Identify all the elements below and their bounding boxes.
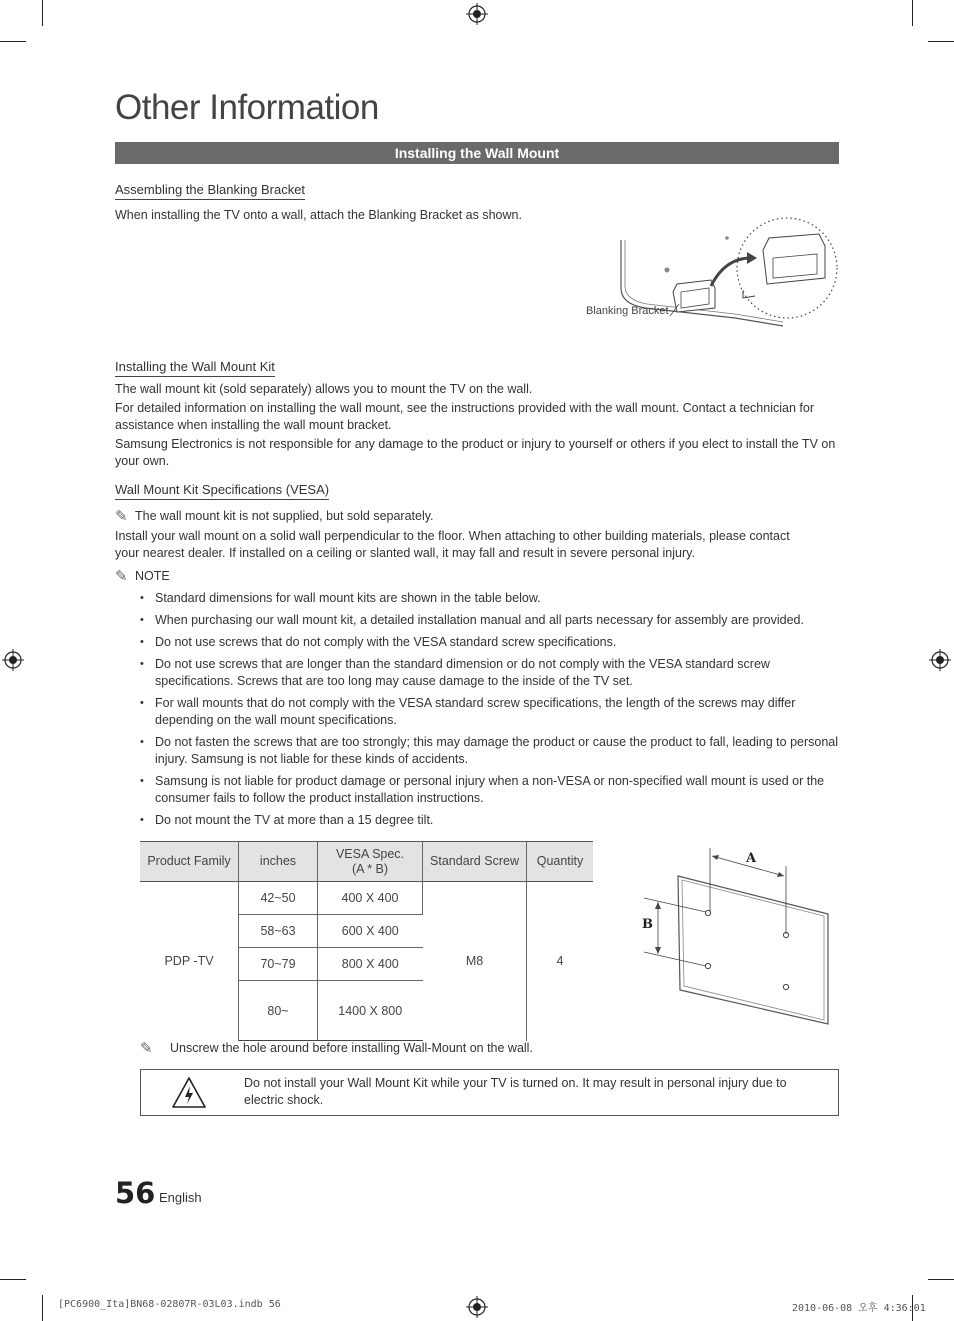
warning-box	[140, 1069, 839, 1116]
diagram-label-a: A	[746, 851, 757, 866]
unscrew-note-text: Unscrew the hole around before installing Wall-Mount on the wall.	[170, 1041, 533, 1055]
cell-vesa: 400 X 400	[318, 882, 423, 915]
electric-shock-warning-icon	[171, 1076, 207, 1110]
header-vesa-spec	[318, 842, 423, 882]
footer-timestamp: 2010-06-08 오후 4:36:01	[792, 1303, 926, 1314]
unscrew-note	[140, 1040, 533, 1057]
vesa-dimension-diagram	[636, 846, 836, 1030]
cell-vesa: 600 X 400	[318, 915, 423, 948]
vesa-spec-table	[140, 841, 593, 1041]
blanking-section	[115, 182, 305, 200]
section-banner: Installing the Wall Mount	[115, 142, 839, 164]
footer-file-info: [PC6900_Ita]BN68-02807R-03L03.indb 56	[58, 1299, 281, 1310]
header-product-family: Product Family	[140, 842, 239, 882]
cell-inches: 70~79	[239, 948, 318, 981]
header-inches: inches	[239, 842, 318, 882]
table-header-row	[140, 842, 593, 882]
list-item: • Do not mount the TV at more than a 15 degree tilt.	[140, 812, 840, 829]
page-language: English	[159, 1190, 202, 1205]
pencil-note-icon: ✎	[115, 508, 128, 525]
kit-paragraphs	[115, 381, 839, 470]
vesa-heading: Wall Mount Kit Specifications (VESA)	[115, 482, 329, 500]
list-item: • For wall mounts that do not comply with the VESA standard screw specifications, the length of the screws may differ depending on the wall mount specifications.	[140, 695, 840, 729]
list-item: • Do not use screws that are longer than the standard dimension or do not comply with the VESA standard screw specifications. Screws that are too long may cause damage to the inside of the TV set.	[140, 656, 840, 690]
chapter-title: Other Information	[115, 88, 379, 127]
blanking-text: When installing the TV onto a wall, attach the Blanking Bracket as shown.	[115, 208, 522, 222]
list-item: • When purchasing our wall mount kit, a detailed installation manual and all parts necessary for assembly are provided.	[140, 612, 840, 629]
registration-mark-icon	[466, 1296, 488, 1318]
header-vesa-line1: VESA Spec.	[335, 846, 405, 861]
warning-text: Do not install your Wall Mount Kit while your TV is turned on. It may result in personal injury due to electric shock.	[244, 1076, 787, 1107]
cell-inches: 42~50	[239, 882, 318, 915]
cell-screw: M8	[423, 882, 527, 1041]
list-item: • Samsung is not liable for product damage or personal injury when a non-VESA or non-specified wall mount is used or the consumer fails to follow the product installation instructions.	[140, 773, 840, 807]
list-item: • Standard dimensions for wall mount kits are shown in the table below.	[140, 590, 840, 607]
kit-paragraph: The wall mount kit (sold separately) allows you to mount the TV on the wall.	[115, 382, 533, 396]
diagram-label-b: B	[642, 917, 653, 932]
kit-heading: Installing the Wall Mount Kit	[115, 359, 275, 377]
vesa-note-line	[115, 508, 839, 525]
pencil-note-icon: ✎	[115, 568, 128, 585]
cell-quantity: 4	[527, 882, 594, 1041]
note-bullets	[140, 590, 840, 834]
blanking-heading: Assembling the Blanking Bracket	[115, 182, 305, 200]
cell-vesa: 1400 X 800	[318, 981, 423, 1041]
cell-vesa: 800 X 400	[318, 948, 423, 981]
cell-inches: 80~	[239, 981, 318, 1041]
vesa-note-text: The wall mount kit is not supplied, but sold separately.	[135, 509, 434, 523]
cell-inches: 58~63	[239, 915, 318, 948]
list-item: • Do not fasten the screws that are too strongly; this may damage the product or cause the product to fall, leading to personal injury. Samsung is not liable for these kinds of accidents.	[140, 734, 840, 768]
note-label: NOTE	[135, 569, 170, 583]
vesa-paragraph: Install your wall mount on a solid wall perpendicular to the floor. When attaching to other building materials, please contact your nearest dealer. If installed on a ceiling or slanted wall, it may fall and result in severe personal injury.	[115, 529, 790, 560]
cell-family: PDP -TV	[140, 882, 239, 1041]
table-row	[140, 882, 593, 915]
kit-paragraph: Samsung Electronics is not responsible for any damage to the product or injury to yourself or others if you elect to install the TV on your own.	[115, 437, 836, 468]
list-item: • Do not use screws that do not comply with the VESA standard screw specifications.	[140, 634, 840, 651]
blanking-figure-label: Blanking Bracket	[586, 305, 669, 317]
header-standard-screw: Standard Screw	[423, 842, 527, 882]
kit-paragraph: For detailed information on installing the wall mount, see the instructions provided with the wall mount. Contact a technician for assistance when installing the wall mount bracket.	[115, 401, 814, 432]
pencil-note-icon: ✎	[140, 1040, 153, 1057]
registration-mark-icon	[466, 3, 488, 25]
registration-mark-icon	[929, 649, 951, 671]
registration-mark-icon	[2, 649, 24, 671]
header-quantity: Quantity	[527, 842, 594, 882]
header-vesa-line2: (A * B)	[351, 861, 389, 876]
page-number: 56	[115, 1176, 156, 1210]
vesa-note-label-line	[115, 568, 839, 585]
